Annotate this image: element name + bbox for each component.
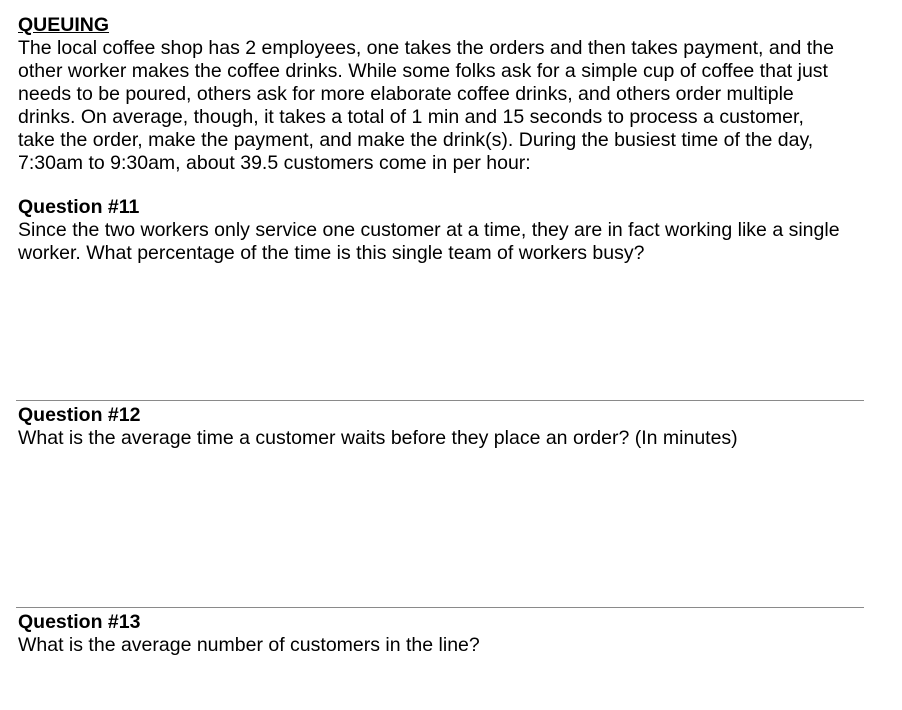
question-heading: Question #12	[18, 404, 141, 426]
question-text	[18, 219, 864, 265]
question-13	[18, 611, 864, 657]
question-line: What is the average time a customer waits before they place an order? (In minutes)	[18, 427, 738, 449]
question-line: worker. What percentage of the time is this single team of workers busy?	[18, 242, 645, 264]
question-12	[18, 404, 864, 450]
queuing-section	[18, 14, 878, 175]
intro-line: 7:30am to 9:30am, about 39.5 customers come in per hour:	[18, 152, 531, 174]
intro-line: other worker makes the coffee drinks. While some folks ask for a simple cup of coffee that just	[18, 60, 828, 82]
question-line: What is the average number of customers in the line?	[18, 634, 480, 656]
intro-line: drinks. On average, though, it takes a total of 1 min and 15 seconds to process a customer,	[18, 106, 804, 128]
intro-line: needs to be poured, others ask for more elaborate coffee drinks, and others order multiple	[18, 83, 794, 105]
answer-divider	[16, 400, 864, 401]
intro-paragraph	[18, 37, 878, 175]
question-11	[18, 196, 864, 265]
section-title: QUEUING	[18, 14, 110, 36]
question-text	[18, 634, 864, 657]
question-heading: Question #13	[18, 611, 141, 633]
intro-line: The local coffee shop has 2 employees, one takes the orders and then takes payment, and the	[18, 37, 834, 59]
question-line: Since the two workers only service one customer at a time, they are in fact working like a single	[18, 219, 840, 241]
question-heading: Question #11	[18, 196, 140, 218]
intro-line: take the order, make the payment, and make the drink(s). During the busiest time of the day,	[18, 129, 814, 151]
answer-divider	[16, 607, 864, 608]
question-text	[18, 427, 864, 450]
